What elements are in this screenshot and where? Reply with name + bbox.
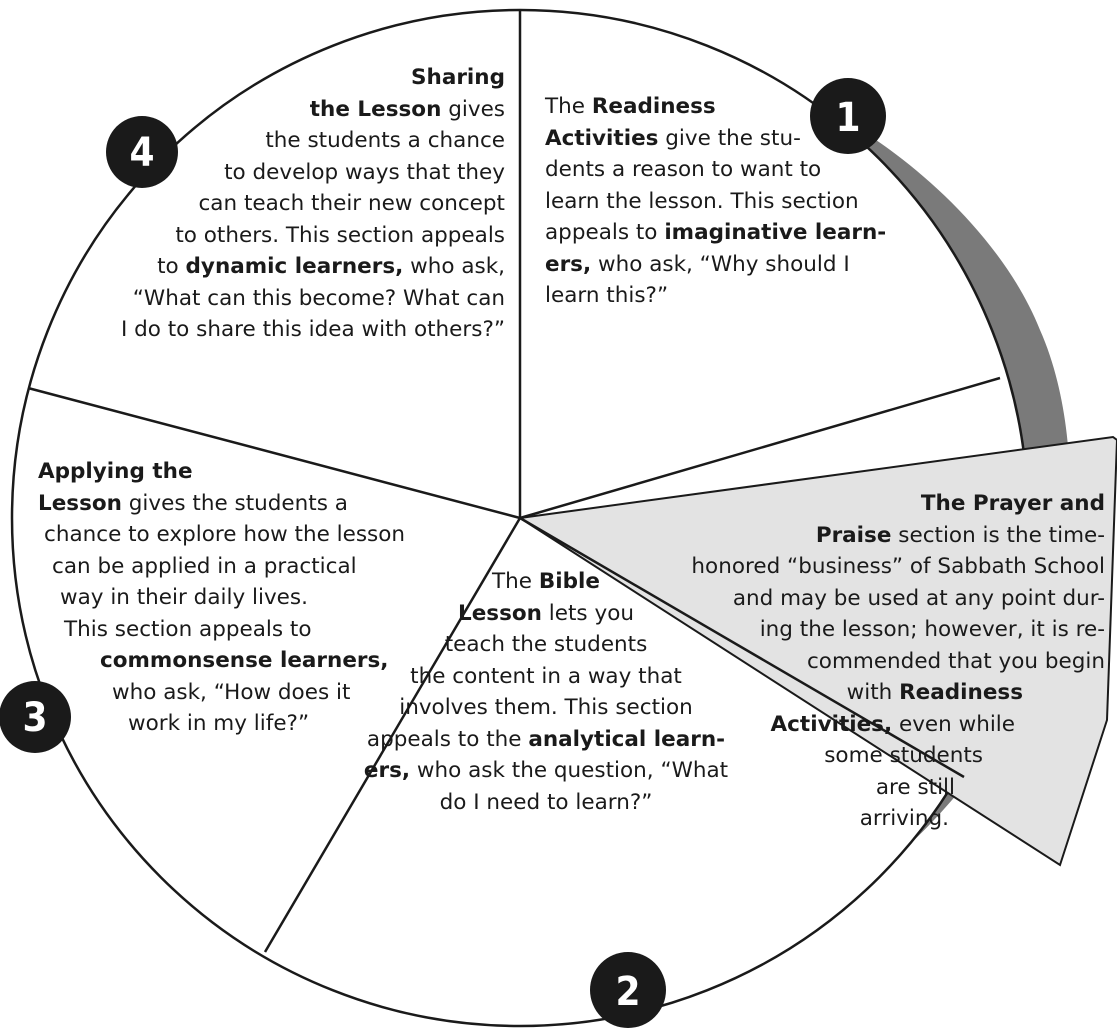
sharing-line: [121, 94, 505, 126]
sharing-text-run: Sharing: [411, 65, 505, 90]
prayer-text-run: and may be used at any point dur-: [732, 585, 1105, 611]
prayer-text-run: with: [846, 680, 900, 705]
bible-text-run: ers,: [363, 758, 411, 783]
prayer-line: [691, 803, 1105, 835]
prayer-line: [691, 520, 1105, 552]
applying-text-run: can be applied in a practical: [52, 553, 357, 579]
readiness-line: [545, 249, 886, 281]
prayer-line: [691, 551, 1105, 583]
prayer-line: [691, 488, 1105, 520]
readiness-line: [545, 186, 886, 218]
prayer-text-run: some students: [824, 743, 983, 768]
prayer-text-run: commended that you begin: [806, 648, 1105, 674]
sharing-text-run: the students a chance: [265, 128, 505, 153]
sharing-line: [121, 220, 505, 252]
bible-text-run: Lesson: [458, 600, 542, 626]
applying-text-run: who ask, “How does it: [112, 679, 351, 705]
prayer-text-run: Readiness: [899, 680, 1023, 705]
prayer-line: [691, 614, 1105, 646]
sharing-line: [121, 125, 505, 157]
prayer-text-run: The Prayer and: [920, 491, 1105, 516]
prayer-line: [691, 709, 1105, 741]
readiness-line: [545, 217, 886, 249]
applying-line: [38, 488, 405, 520]
readiness-text-run: give the stu-: [658, 125, 801, 151]
readiness-line: [545, 280, 886, 312]
readiness-text-run: imaginative learn-: [664, 220, 887, 245]
sharing-text-run: can teach their new concept: [198, 191, 505, 216]
readiness-line: [545, 123, 886, 155]
sharing-line: [121, 251, 505, 283]
sharing-text-run: dynamic learners,: [185, 254, 404, 279]
sharing-line: [121, 314, 505, 346]
sharing-text-run: to others. This section appeals: [175, 222, 505, 248]
badge-3-number: 3: [22, 695, 48, 741]
bible-text-run: do I need to learn?”: [439, 789, 653, 815]
prayer-text-run: honored “business” of Sabbath School: [691, 554, 1105, 579]
applying-text-run: way in their daily lives.: [60, 585, 308, 610]
sharing-line: [121, 188, 505, 220]
applying-text-run: Lesson: [38, 490, 122, 516]
readiness-text: [545, 91, 886, 312]
prayer-text-run: Activities,: [770, 711, 893, 737]
readiness-text-run: Activities: [545, 125, 659, 151]
prayer-text-run: Praise: [815, 522, 892, 548]
bible-text-run: lets you: [541, 600, 634, 626]
sharing-text-run: I do to share this idea with others?”: [120, 317, 505, 342]
sharing-text-run: to develop ways that they: [224, 159, 505, 185]
applying-text-run: commonsense learners,: [100, 648, 389, 673]
badge-1-number: 1: [835, 95, 861, 141]
prayer-line: [691, 772, 1105, 804]
sharing-text-run: to: [157, 254, 186, 279]
bible-text-run: The: [492, 569, 539, 594]
sharing-text-run: who ask,: [403, 254, 505, 279]
readiness-line: [545, 91, 886, 123]
prayer-text: [691, 488, 1105, 835]
applying-text-run: work in my life?”: [128, 711, 310, 736]
bible-text-run: teach the students: [444, 632, 648, 657]
prayer-text-run: section is the time-: [891, 522, 1105, 548]
prayer-text-run: arriving.: [859, 806, 949, 831]
bible-text-run: analytical learn-: [528, 726, 726, 752]
bible-text-run: who ask the question, “What: [410, 758, 729, 783]
applying-line: [38, 519, 405, 551]
bible-text-run: the content in a way that: [410, 663, 682, 689]
badge-2: [590, 952, 666, 1028]
readiness-text-run: Readiness: [591, 94, 716, 119]
prayer-text-run: ing the lesson; however, it is re-: [759, 617, 1105, 642]
sharing-line: [121, 283, 505, 315]
readiness-text-run: who ask, “Why should I: [591, 251, 850, 277]
readiness-line: [545, 154, 886, 186]
bible-text-run: Bible: [538, 569, 600, 594]
sharing-text-run: “What can this become? What can: [132, 285, 505, 311]
prayer-line: [691, 646, 1105, 678]
readiness-text-run: appeals to: [545, 220, 665, 245]
applying-text-run: Applying the: [38, 459, 193, 484]
prayer-text-run: are still: [875, 774, 955, 800]
prayer-line: [691, 677, 1105, 709]
sharing-text-run: gives: [441, 96, 505, 122]
badge-2-number: 2: [615, 969, 641, 1015]
prayer-line: [691, 740, 1105, 772]
applying-line: [38, 456, 405, 488]
readiness-text-run: dents a reason to want to: [545, 157, 822, 182]
sharing-text: [121, 62, 505, 346]
applying-text-run: This section appeals to: [64, 616, 312, 642]
applying-text-run: chance to explore how the lesson: [44, 522, 406, 547]
applying-text-run: gives the students a: [121, 490, 348, 516]
bible-text-run: involves them. This section: [399, 695, 693, 720]
readiness-text-run: The: [545, 94, 592, 119]
readiness-text-run: ers,: [545, 251, 592, 277]
prayer-line: [691, 583, 1105, 615]
bible-text-run: appeals to the: [366, 726, 529, 752]
badge-4-number: 4: [129, 130, 155, 176]
sharing-line: [121, 157, 505, 189]
prayer-text-run: even while: [892, 711, 1015, 737]
readiness-text-run: learn this?”: [545, 283, 669, 308]
sharing-line: [121, 62, 505, 94]
sharing-text-run: the Lesson: [309, 96, 442, 122]
readiness-text-run: learn the lesson. This section: [545, 188, 859, 214]
